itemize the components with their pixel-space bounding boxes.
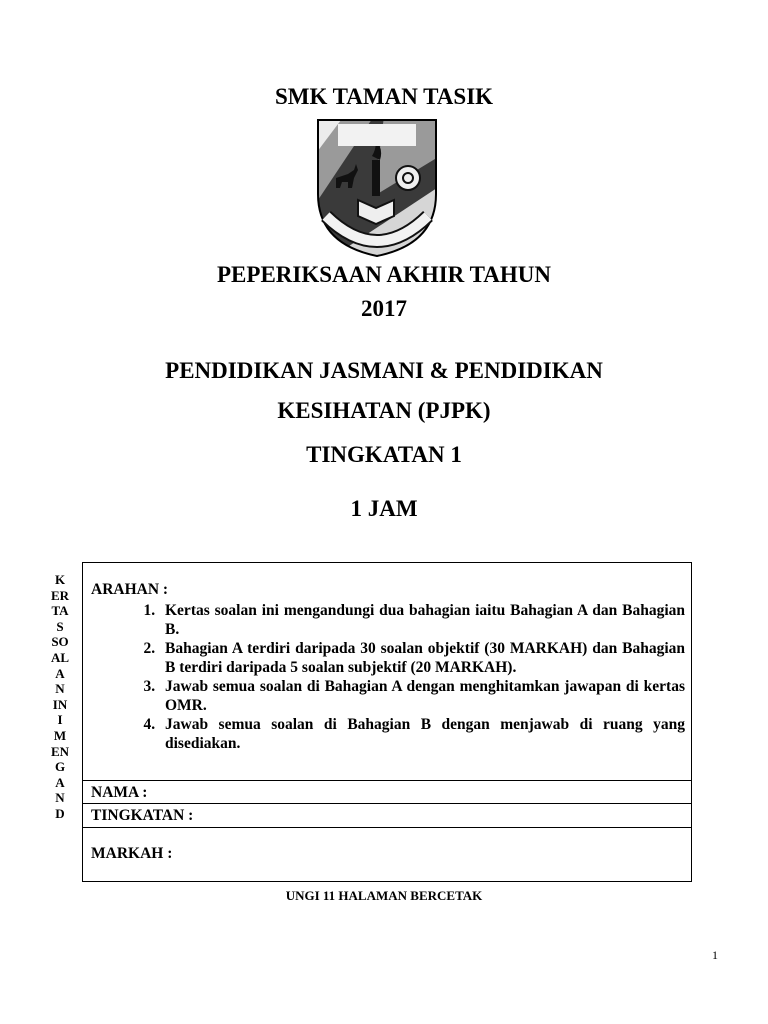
side-text-line: K (54, 572, 66, 587)
side-text-line: TA (51, 603, 69, 619)
instructions (91, 581, 685, 753)
side-text-line: AL (50, 649, 70, 665)
instructions-heading: ARAHAN : (91, 581, 169, 598)
subject-title-line2: KESIHATAN (PJPK) (277, 398, 491, 423)
instruction-item: 2. Bahagian A terdiri daripada 30 soalan objektif (30 MARKAH) dan Bahagian B terdiri daripada 5 soalan subjektif (20 MARKAH). (159, 639, 685, 677)
flower-icon (396, 166, 420, 190)
side-text-line: N (55, 790, 65, 806)
form-level: TINGKATAN 1 (306, 442, 462, 467)
side-text-line: S (56, 618, 64, 634)
row-divider (83, 780, 691, 781)
exam-duration: 1 JAM (350, 496, 418, 521)
side-text-line: IN (52, 696, 68, 712)
instruction-item: 3. Jawab semua soalan di Bahagian A dengan menghitamkan jawapan di kertas OMR. (159, 677, 685, 715)
instruction-item: 4. Jawab semua soalan di Bahagian B dengan menjawab di ruang yang disediakan. (159, 715, 685, 753)
marks-field-label: MARKAH : (91, 845, 173, 862)
instruction-box (82, 562, 692, 882)
subject-title-line1: PENDIDIKAN JASMANI & PENDIDIKAN (165, 358, 603, 383)
instruction-item: 1. Kertas soalan ini mengandungi dua bahagian iaitu Bahagian A dan Bahagian B. (159, 601, 685, 639)
side-text-line: G (54, 759, 66, 775)
side-text-line: ER (50, 587, 70, 603)
side-text-line: A (55, 665, 65, 681)
side-vertical-text (48, 572, 72, 822)
side-text-line: N (55, 681, 65, 697)
side-text-line: M (53, 727, 67, 743)
instructions-list (91, 601, 685, 753)
row-divider (83, 803, 691, 804)
name-field-label: NAMA : (91, 784, 148, 801)
form-field-label: TINGKATAN : (91, 807, 194, 824)
exam-year: 2017 (361, 296, 407, 321)
exam-title: PEPERIKSAAN AKHIR TAHUN (217, 262, 551, 287)
page-number: 1 (712, 948, 718, 962)
school-crest-logo (314, 116, 440, 260)
side-text-line: D (55, 805, 65, 821)
page-count-note: UNGI 11 HALAMAN BERCETAK (285, 888, 483, 903)
side-text-line: EN (50, 743, 70, 759)
row-divider (83, 827, 691, 828)
side-text-line: I (57, 712, 63, 728)
school-name: SMK TAMAN TASIK (274, 84, 494, 109)
side-text-line: A (55, 774, 65, 790)
side-text-line: SO (51, 634, 69, 650)
